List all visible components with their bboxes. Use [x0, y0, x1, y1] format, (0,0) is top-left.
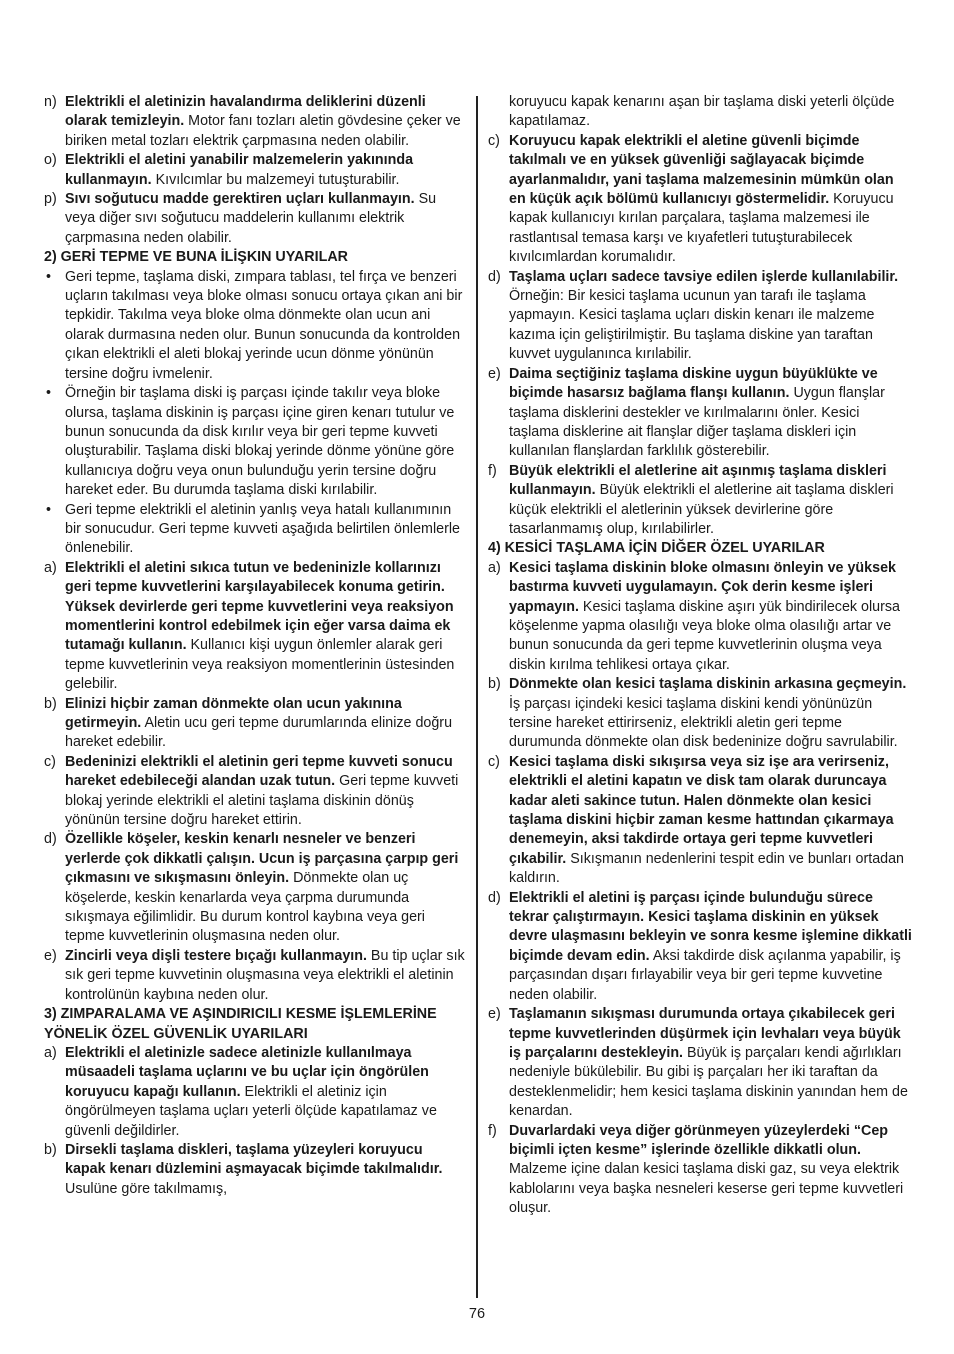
item-bold-text: Koruyucu kapak elektrikli el aletine güvenli biçimde takılmalı ve en yüksek güvenliği sağlayacak biçimde ayarlanmalıdır, yani taşlama malzemesinin mümkün olan en küçük açık bölümü kullanıcıyı göstermelidir.: [509, 132, 894, 208]
continued-paragraph: [488, 93, 913, 132]
item-label: a): [44, 1044, 57, 1061]
list-item: [488, 675, 913, 753]
item-label: d): [488, 889, 501, 906]
item-bold-text: Zincirli veya dişli testere bıçağı kullanmayın.: [65, 947, 367, 964]
item-bold-text: Elektrikli el aletinizin havalandırma deliklerini düzenli olarak temizleyin.: [65, 94, 426, 130]
list-item: [488, 462, 913, 540]
section-heading: 2) GERİ TEPME VE BUNA İLİŞKIN UYARILAR: [44, 249, 348, 266]
item-bold-text: Elektrikli el aletini yanabilir malzemelerin yakınında kullanmayın.: [65, 152, 414, 188]
item-text: Elektrikli el aletiniz için öngörülmeyen taşlama uçları yeterli ölçüde kapatılamaz ve güvenli değildirler.: [65, 1083, 437, 1139]
list-item: [488, 1005, 913, 1121]
item-label: e): [488, 365, 501, 382]
item-bold-text: Kesici taşlama diskinin bloke olmasını önleyin ve yüksek bastırma kuvveti uygulamayın. Çok derin kesme işleri yapmayın.: [509, 559, 896, 615]
item-text: Geri tepme, taşlama diski, zımpara tablası, tel fırça ve benzeri uçların takılması veya bloke olması sonucu ortaya çıkan ani bir tepkidir. Takılma veya bloke olma dönmekte olan ucun ani olarak durmasına neden olur. Bunun sonucunda da kontrolden çıkan elektrikli el aleti blokaj yerinde ucun dönme yönünün tersine doğru ivmelenir.: [65, 268, 463, 382]
list-item: [488, 559, 913, 675]
list-item: [44, 753, 467, 831]
item-text: Bu tip uçlar sık sık geri tepme kuvvetinin oluşmasına veya elektrikli el aletinin kontrolünün kaybına neden olur.: [65, 947, 465, 1003]
page-number: 76: [468, 1306, 486, 1322]
item-text: Koruyucu kapak kullanıcıyı kırılan parçalara, taşlama malzemesi ile rastlantısal temasa karşı ve kıyafetleri tutuşturabilecek kıvılcımlardan korumalıdır.: [509, 191, 894, 266]
left-column: [44, 93, 467, 1199]
list-item: [44, 830, 467, 946]
item-text: Usulüne göre takılmamış,: [65, 1180, 228, 1197]
column-divider: [476, 96, 478, 1298]
item-bold-text: Kesici taşlama diski sıkışırsa veya siz işe ara verirseniz, elektrikli el aletini kapatın ve disk tam olarak duruncaya kadar aleti sakince tutun. Halen dönmekte olan kesici taşlama diskini hiçbir zaman kesme hattından çıkarmaya denemeyin, aksi takdirde ortaya geri tepme kuvvetleri çıkabilir.: [509, 753, 894, 867]
item-text: Örneğin bir taşlama diski iş parçası içinde takılır veya bloke olursa, taşlama diskinin iş parçası içine giren kenarı tutulur ve bunun sonucunda da disk kırılır veya bir geri tepme kuvveti oluşturabilir. Taşlama diski blokaj yerinde dönme yönüne göre kullanıcıya doğru veya onun bulunduğu yerin tersine doğru hareket eder. Bu durumda taşlama diski kırılabilir.: [65, 385, 455, 499]
list-item: [44, 151, 467, 190]
item-text: Kesici taşlama diskine aşırı yük bindirilecek olursa köşelenme yapma olasılığı veya bloke olma olasılığı artar ve bunun sonucunda da geri tepme kuvvetlerinin oluşma veya diskin kırılma tehlikesi ortaya çıkar.: [509, 598, 900, 673]
list-item: [488, 365, 913, 462]
item-text: Geri tepme elektrikli el aletinin yanlış veya hatalı kullanımının bir sonucudur. Geri tepme kuvveti aşağıda belirtilen önlemlerle önlenebilir.: [65, 501, 460, 557]
item-bold-text: Elinizi hiçbir zaman dönmekte olan ucun yakınına getirmeyin.: [65, 695, 402, 731]
item-bold-text: Duvarlardaki veya diğer görünmeyen yüzeylerdeki “Cep biçimli içten kesme” işlerinde özellikle dikkatli olun.: [509, 1122, 889, 1158]
list-item: [488, 132, 913, 268]
item-bold-text: Elektrikli el aletini iş parçası içinde bulunduğu sürece tekrar çalıştırmayın. Kesici taşlama diskinin en yüksek devre ulaşmasını bekleyin ve sonra kesme işlemine dikkatli biçimde devam edin.: [509, 889, 912, 964]
item-bold-text: Dirsekli taşlama diskleri, taşlama yüzeyleri koruyucu kapak kenarı düzlemini aşmayacak biçimde takılmalıdır.: [65, 1141, 443, 1178]
item-label: b): [44, 1141, 57, 1158]
list-item: [44, 93, 467, 151]
list-item: [488, 889, 913, 1005]
list-item: [488, 1122, 913, 1219]
item-label: d): [44, 831, 57, 848]
item-text: Aletin ucu geri tepme durumlarında elinize doğru hareket edebilir.: [65, 715, 453, 751]
item-bold-text: Sıvı soğutucu madde gerektiren uçları kullanmayın.: [65, 191, 415, 208]
bullet-item: [44, 268, 467, 384]
item-bold-text: Taşlama uçları sadece tavsiye edilen işlerde kullanılabilir.: [509, 268, 899, 285]
item-label: n): [44, 94, 57, 110]
item-label: e): [44, 947, 57, 964]
item-text: Sıkışmanın nedenlerini tespit edin ve bunları ortadan kaldırın.: [509, 850, 905, 887]
item-bold-text: Dönmekte olan kesici taşlama diskinin arkasına geçmeyin.: [509, 676, 907, 693]
item-text: Büyük iş parçaları kendi ağırlıkları nedeniyle bükülebilir. Bu gibi iş parçaları her iki taraftan da desteklenmelidir; hem kesici taşlama diskinin yanından hem de kenardan.: [509, 1044, 908, 1120]
right-column: [488, 93, 913, 1219]
item-text: Dönmekte olan uç köşelerde, keskin kenarlarda veya çarpma durumunda sıkışmaya eğilimlidir. Bu durum kontrol kaybına veya geri tepme kuvvetlerinin oluşmasına neden olur.: [65, 870, 425, 945]
item-text: Malzeme içine dalan kesici taşlama diski gaz, su veya elektrik kablolarını veya başka nesneleri keserse geri tepme kuvvetleri oluşur.: [509, 1161, 904, 1217]
item-label: a): [488, 559, 501, 576]
list-item: [488, 268, 913, 365]
item-bold-text: Bedeninizi elektrikli el aletinin geri tepme kuvveti sonucu hareket edebileceği alandan uzak tutun.: [65, 753, 453, 790]
item-bold-text: Özellikle köşeler, keskin kenarlı nesneler ve benzeri yerlerde çok dikkatli çalışın. Ucun iş parçasına çarpıp geri çıkmasını ve sıkışmasını önleyin.: [65, 831, 459, 887]
item-label: d): [488, 268, 501, 285]
item-text: Büyük elektrikli el aletlerine ait taşlama diskleri küçük elektrikli el aletlerinin yüksek devirlerine göre tasarlanmamış olup, kırılabilirler.: [509, 482, 894, 537]
bullet-item: [44, 384, 467, 500]
item-label: f): [488, 462, 497, 479]
item-label: •: [46, 268, 52, 285]
item-text: Uygun flanşlar taşlama disklerini destekler ve kırılmalarını önler. Kesici taşlama disklerine ait flanşlar diğer taşlama diskleri için kullanılan flanşlardan farklılık gösterebilir.: [509, 385, 885, 460]
item-bold-text: Elektrikli el aletinizle sadece aletinizle kullanılmaya müsaadeli taşlama uçlarını ve bu uçlar için öngörülen koruyucu kapağı kullanın.: [65, 1044, 429, 1100]
section-heading: 3) ZIMPARALAMA VE AŞINDIRICILI KESME İŞLEMLERİNE YÖNELİK ÖZEL GÜVENLİK UYARILARI: [44, 1006, 437, 1042]
list-item: [488, 753, 913, 889]
item-label: b): [44, 695, 57, 712]
item-label: •: [46, 385, 52, 402]
list-item: [44, 190, 467, 248]
section-heading: 4) KESİCİ TAŞLAMA İÇİN DİĞER ÖZEL UYARILAR: [488, 540, 825, 557]
item-text: Kullanıcı kişi uygun önlemler alarak geri tepme kuvvetlerinin veya reaksiyon momentlerinin üstesinden gelebilir.: [65, 637, 455, 693]
item-label: e): [488, 1006, 501, 1023]
item-text: Örneğin: Bir kesici taşlama ucunun yan tarafı ile taşlama yapmayın. Kesici taşlama uçları diskin kenarı ile malzeme kazıma için geliştirilmiştir. Bu taşlama diskine yan taraftan kuvvet uygulanınca kırılabilir.: [509, 288, 875, 363]
item-label: f): [488, 1122, 497, 1139]
item-bold-text: Taşlamanın sıkışması durumunda ortaya çıkabilecek geri tepme kuvvetlerinden düşürmek için levhaları veya büyük iş parçalarını destekleyin.: [509, 1006, 901, 1061]
item-text: Geri tepme kuvveti blokaj yerinde elektrikli el aletini taşlama diskinin dönüş yönünün tersine doğru hareket ettirin.: [65, 773, 459, 829]
item-label: c): [488, 132, 500, 149]
list-item: [44, 695, 467, 753]
list-item: [44, 1141, 467, 1199]
item-label: c): [44, 753, 56, 770]
item-label: o): [44, 152, 57, 169]
item-text: Aksi takdirde disk açılanma yapabilir, iş parçasından dışarı fırlayabilir veya bir geri tepme kuvvetine neden olabilir.: [509, 947, 901, 1003]
item-label: b): [488, 676, 501, 693]
item-label: •: [46, 501, 52, 518]
item-label: c): [488, 753, 500, 770]
item-label: a): [44, 559, 57, 576]
item-label: p): [44, 191, 57, 208]
item-bold-text: Elektrikli el aletini sıkıca tutun ve bedeninizle kollarınızı geri tepme kuvvetlerini karşılayabilecek konuma getirin. Yüksek devirlerde geri tepme kuvvetlerini veya reaksiyon momentlerini kontrol edebilmek için eğer varsa daima ek tutamağı kullanın.: [65, 559, 454, 654]
list-item: [44, 947, 467, 1005]
item-text: İş parçası içindeki kesici taşlama diskini kendi yönünüzün tersine hareket ettirirseniz, elektrikli aletin geri tepme durumunda dönmekte olan disk bedeninize doğru savrulabilir.: [509, 695, 898, 751]
item-text: Su veya diğer sıvı soğutucu maddelerin kullanımı elektrik çarpmasına neden olabilir.: [65, 191, 437, 246]
item-text: Kıvılcımlar bu malzemeyi tutuşturabilir.: [151, 171, 400, 188]
bullet-item: [44, 501, 467, 559]
paragraph-text: koruyucu kapak kenarını aşan bir taşlama diski yeterli ölçüde kapatılamaz.: [509, 94, 895, 130]
item-bold-text: Büyük elektrikli el aletlerine ait aşınmış taşlama diskleri kullanmayın.: [509, 462, 887, 499]
item-text: Motor fanı tozları aletin gövdesine çeker ve biriken metal tozları elektrik çarpmasına neden olabilir.: [65, 113, 461, 149]
list-item: [44, 559, 467, 695]
list-item: [44, 1044, 467, 1141]
item-bold-text: Daima seçtiğiniz taşlama diskine uygun büyüklükte ve biçimde hasarsız bağlama flanşı kullanın.: [509, 365, 878, 402]
